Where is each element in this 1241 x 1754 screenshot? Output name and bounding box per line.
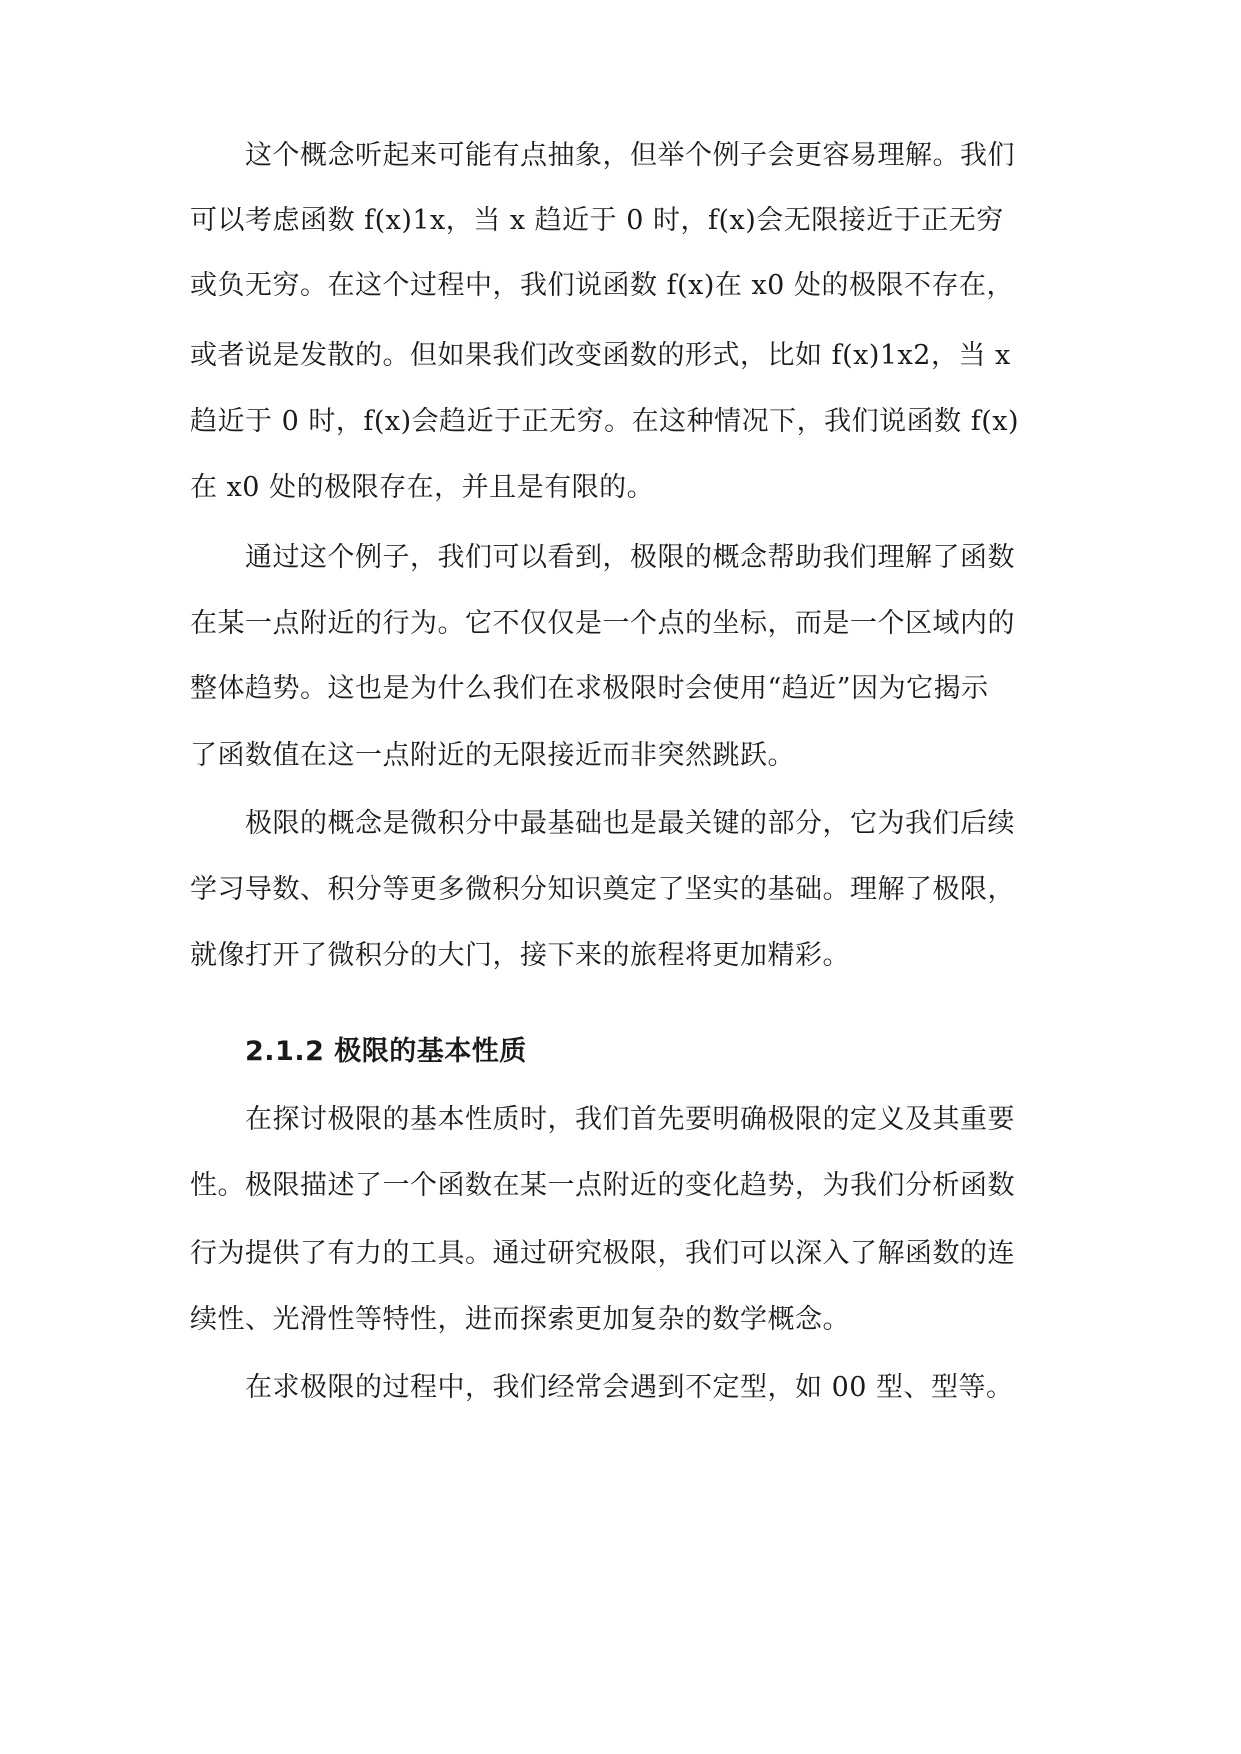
paragraph-1-line-1: 这个概念听起来可能有点抽象，但举个例子会更容易理解。我们	[245, 140, 1015, 171]
paragraph-4-line-4: 续性、光滑性等特性，进而探索更加复杂的数学概念。	[190, 1304, 850, 1335]
paragraph-1-line-5: 趋近于 0 时，f(x)会趋近于正无穷。在这种情况下，我们说函数 f(x)	[190, 406, 1019, 437]
paragraph-2-line-4: 了函数值在这一点附近的无限接近而非突然跳跃。	[190, 740, 795, 771]
paragraph-2-line-1: 通过这个例子，我们可以看到，极限的概念帮助我们理解了函数	[245, 542, 1015, 573]
paragraph-3-line-1: 极限的概念是微积分中最基础也是最关键的部分，它为我们后续	[245, 808, 1015, 839]
paragraph-1-line-6: 在 x0 处的极限存在，并且是有限的。	[190, 472, 655, 503]
paragraph-3-line-2: 学习导数、积分等更多微积分知识奠定了坚实的基础。理解了极限，	[190, 874, 1015, 905]
paragraph-3-line-3: 就像打开了微积分的大门，接下来的旅程将更加精彩。	[190, 940, 850, 971]
paragraph-1-line-4: 或者说是发散的。但如果我们改变函数的形式，比如 f(x)1x2，当 x	[190, 340, 1011, 371]
paragraph-2-line-2: 在某一点附近的行为。它不仅仅是一个点的坐标，而是一个区域内的	[190, 608, 1015, 639]
paragraph-1-line-3: 或负无穷。在这个过程中，我们说函数 f(x)在 x0 处的极限不存在，	[190, 270, 1014, 301]
paragraph-5-line-1: 在求极限的过程中，我们经常会遇到不定型，如 00 型、型等。	[245, 1372, 1014, 1403]
paragraph-2-line-3: 整体趋势。这也是为什么我们在求极限时会使用“趋近”因为它揭示	[190, 673, 989, 704]
section-heading: 2.1.2 极限的基本性质	[245, 1036, 527, 1067]
paragraph-1-line-2: 可以考虑函数 f(x)1x，当 x 趋近于 0 时，f(x)会无限接近于正无穷	[190, 205, 1004, 236]
paragraph-4-line-1: 在探讨极限的基本性质时，我们首先要明确极限的定义及其重要	[245, 1104, 1015, 1135]
paragraph-4-line-3: 行为提供了有力的工具。通过研究极限，我们可以深入了解函数的连	[190, 1238, 1015, 1269]
paragraph-4-line-2: 性。极限描述了一个函数在某一点附近的变化趋势，为我们分析函数	[190, 1170, 1015, 1201]
